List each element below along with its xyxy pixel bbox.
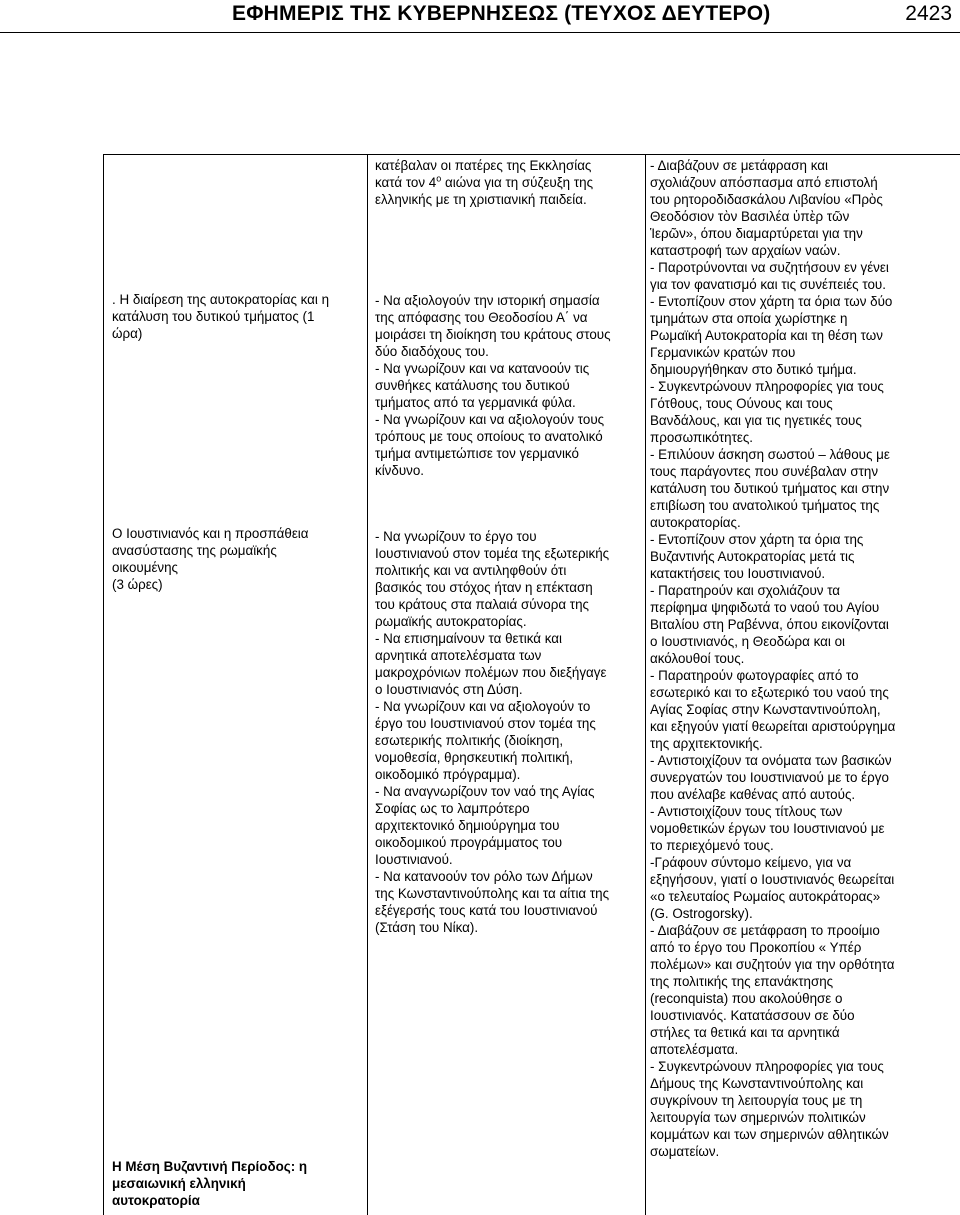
page-header <box>0 0 960 33</box>
topic-justinian: Ο Ιουστινιανός και η προσπάθεια ανασύστασης της ρωμαϊκής οικουμένης (3 ώρες) <box>112 526 309 592</box>
objectives-division-of-empire: - Να αξιολογούν την ιστορική σημασία της απόφασης του Θεοδοσίου Α΄ να μοιράσει τη διοίκηση του κράτους στους δύο διαδόχους του. - Να γνωρίζουν και να κατανοούν τις συνθήκες κατάλυσης του δυτικού τμήματος από τα γερμανικά φύλα. - Να γνωρίζουν και να αξιολογούν τους τρόπους με τους οποίους το ανατολικό τμήμα αντιμετώπισε τον γερμανικό κίνδυνο. <box>375 293 611 478</box>
column-objectives <box>368 155 646 1215</box>
objectives-continuation <box>375 157 641 208</box>
column-topics <box>104 155 368 1215</box>
activities-list: - Διαβάζουν σε μετάφραση και σχολιάζουν απόσπασμα από επιστολή του ρητοροδιδασκάλου Λιβανίου «Πρὸς Θεοδόσιον τὸν Βασιλέα ὑπὲρ τῶν Ἱερῶν», όπου διαμαρτύρεται για την καταστροφή των αρχαίων ναών. - Παροτρύνονται να συζητήσουν εν γένει για τον φανατισμό και τις συνέπειές του. - Εντοπίζουν στον χάρτη τα όρια των δύο τμημάτων στα οποία χωρίστηκε η Ρωμαϊκή Αυτοκρατορία και τη θέση των Γερμανικών κρατών που δημιουργήθηκαν στο δυτικό τμήμα. - Συγκεντρώνουν πληροφορίες για τους Γότθους, τους Ούνους και τους Βανδάλους, και για τις ηγετικές τους προσωπικότητες. - Επιλύουν άσκηση σωστού – λάθους με τους παράγοντες που συνέβαλαν στην κατάλυση του δυτικού τμήματος και στην επιβίωση του ανατολικού τμήματος της αυτοκρατορίας. - Εντοπίζουν στον χάρτη τα όρια της Βυζαντινής Αυτοκρατορίας μετά τις κατακτήσεις του Ιουστινιανού. - Παρατηρούν και σχολιάζουν τα περίφημα ψηφιδωτά το ναού του Αγίου Βιταλίου στη Ραβέννα, όπου εικονίζονται ο Ιουστινιανός, η Θεοδώρα και οι ακόλουθοί τους. - Παρατηρούν φωτογραφίες από το εσωτερικό και το εξωτερικό του ναού της Αγίας Σοφίας στην Κωνσταντινούπολη, και εξηγούν γιατί θεωρείται αριστούργημα της αρχιτεκτονικής. - Αντιστοιχίζουν τα ονόματα των βασικών συνεργατών του Ιουστινιανού με το έργο που ανέλαβε καθένας από αυτούς. - Αντιστοιχίζουν τους τίτλους των νομοθετικών έργων του Ιουστινιανού με το περιεχόμενό τους. -Γράφουν σύντομο κείμενο, για να εξηγήσουν, γιατί ο Ιουστινιανός θεωρείται «ο τελευταίος Ρωμαίος αυτοκράτορας» (G. Ostrogorsky). - Διαβάζουν σε μετάφραση το προοίμιο από το έργο του Προκοπίου « Υπέρ πολέμων» και συζητούν για την ορθότητα της πολιτικής της επανάκτησης (reconquista) που ακολούθησε ο Ιουστινιανός. Κατατάσσουν σε δύο στήλες τα θετικά και τα αρνητικά αποτελέσματα. - Συγκεντρώνουν πληροφορίες για τους Δήμους της Κωνσταντινούπολης και συγκρίνουν τη λειτουργία τους με τη λειτουργία των σημερινών πολιτικών κομμάτων και των σημερινών αθλητικών σωματείων. <box>650 158 896 1159</box>
topic-middle-byzantine-period: Η Μέση Βυζαντινή Περίοδος: η μεσαιωνική ελληνική αυτοκρατορία <box>112 1159 308 1208</box>
topic-division-of-empire: . Η διαίρεση της αυτοκρατορίας και η κατάλυση του δυτικού τμήματος (1 ώρα) <box>112 292 330 341</box>
ordinal-superscript: ο <box>436 173 442 184</box>
objectives-continuation-text-a: κατέβαλαν οι πατέρες της Εκκλησίας κατά τον 4 <box>375 158 592 190</box>
objectives-justinian: - Να γνωρίζουν το έργο του Ιουστινιανού στον τομέα της εξωτερικής πολιτικής και να αντιληφθούν ότι βασικός του στόχος ήταν η επέκταση του κράτους στα παλαιά σύνορα της ρωμαϊκής αυτοκρατορίας. - Να επισημαίνουν τα θετικά και αρνητικά αποτελέσματα των μακροχρόνιων πολέμων που διεξήγαγε ο Ιουστινιανός στη Δύση. - Να γνωρίζουν και να αξιολογούν το έργο του Ιουστινιανού στον τομέα της εσωτερικής πολιτικής (διοίκηση, νομοθεσία, θρησκευτική πολιτική, οικοδομικό πρόγραμμα). - Να αναγνωρίζουν τον ναό της Αγίας Σοφίας ως το λαμπρότερο αρχιτεκτονικό δημιούργημα του οικοδομικού προγράμματος του Ιουστινιανού. - Να κατανοούν τον ρόλο των Δήμων της Κωνσταντινούπολης και τα αίτια της εξέγερσής τους κατά του Ιουστινιανού (Στάση του Νίκα). <box>375 529 610 935</box>
gazette-title: ΕΦΗΜΕΡΙΣ ΤΗΣ ΚΥΒΕΡΝΗΣΕΩΣ (ΤΕΥΧΟΣ ΔΕΥΤΕΡΟ) <box>232 2 771 25</box>
page-number: 2423 <box>905 2 952 25</box>
curriculum-table <box>103 154 960 1215</box>
objectives-continuation-text-b: αιώνα για τη σύζευξη της ελληνικής με τη χριστιανική παιδεία. <box>375 175 594 207</box>
column-activities <box>646 155 960 1215</box>
